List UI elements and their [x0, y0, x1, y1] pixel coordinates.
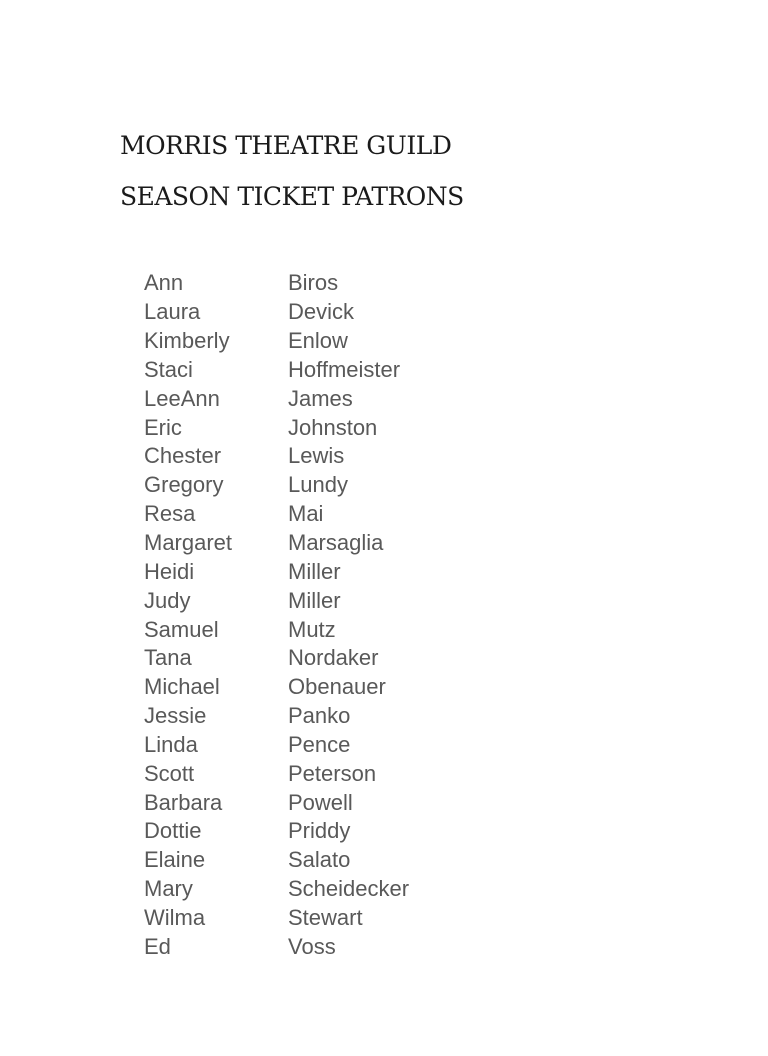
patron-row [144, 702, 488, 731]
patron-first-name: Mary [144, 876, 193, 902]
patron-last-name: Marsaglia [288, 530, 384, 556]
patron-row [144, 759, 488, 788]
patron-last-name: Voss [288, 933, 336, 959]
patron-last-name: Mai [288, 501, 324, 527]
patron-row [144, 673, 488, 702]
patron-row [144, 500, 488, 529]
patron-row [144, 731, 488, 760]
patron-row [144, 586, 488, 615]
patron-last-name: Nordaker [288, 645, 379, 671]
patron-first-name: Ann [144, 270, 184, 296]
patron-first-name: Jessie [144, 703, 207, 729]
patron-row [144, 269, 488, 298]
patron-row [144, 932, 488, 961]
patron-first-name: Judy [144, 587, 191, 613]
patron-last-name: Miller [288, 587, 341, 613]
patron-row [144, 298, 488, 327]
patron-last-name: James [288, 385, 353, 411]
patron-first-name: Ed [144, 933, 171, 959]
patron-row [144, 356, 488, 385]
patron-first-name: Wilma [144, 904, 206, 930]
patron-row [144, 557, 488, 586]
patron-first-name: Heidi [144, 558, 195, 584]
patron-first-name: Gregory [144, 472, 224, 498]
patron-last-name: Pence [288, 731, 351, 757]
patron-first-name: Barbara [144, 789, 223, 815]
patron-last-name: Lundy [288, 472, 348, 498]
patron-last-name: Miller [288, 558, 341, 584]
patron-last-name: Biros [288, 270, 339, 296]
patron-first-name: Eric [144, 414, 182, 440]
patron-row [144, 327, 488, 356]
patron-first-name: Dottie [144, 818, 202, 844]
patron-row [144, 442, 488, 471]
patron-first-name: Samuel [144, 616, 219, 642]
patron-first-name: Chester [144, 443, 222, 469]
patron-row [144, 904, 488, 933]
patron-last-name: Obenauer [288, 674, 386, 700]
patron-last-name: Salato [288, 847, 351, 873]
patron-first-name: Linda [144, 731, 198, 757]
patron-first-name: LeeAnn [144, 385, 220, 411]
patron-first-name: Tana [144, 645, 192, 671]
patron-last-name: Devick [288, 299, 355, 325]
patron-first-name: Resa [144, 501, 196, 527]
patron-last-name: Scheidecker [288, 876, 410, 902]
patron-first-name: Laura [144, 299, 201, 325]
patron-row [144, 413, 488, 442]
patron-first-name: Staci [144, 356, 193, 382]
patron-last-name: Mutz [288, 616, 336, 642]
patron-first-name: Michael [144, 674, 220, 700]
patron-row [144, 875, 488, 904]
patron-last-name: Enlow [288, 328, 348, 354]
patron-first-name: Kimberly [144, 328, 230, 354]
patron-last-name: Peterson [288, 760, 377, 786]
patron-last-name: Johnston [288, 414, 378, 440]
patron-row [144, 644, 488, 673]
patron-row [144, 846, 488, 875]
patron-row [144, 529, 488, 558]
document-title: MORRIS THEATRE GUILD [120, 131, 452, 160]
patron-list [144, 269, 488, 961]
patron-first-name: Scott [144, 760, 195, 786]
patron-row [144, 384, 488, 413]
patron-last-name: Panko [288, 703, 351, 729]
patron-row [144, 788, 488, 817]
patron-row [144, 471, 488, 500]
patron-row [144, 817, 488, 846]
patron-last-name: Hoffmeister [288, 356, 401, 382]
patron-last-name: Priddy [288, 818, 351, 844]
patron-last-name: Stewart [288, 904, 363, 930]
patron-first-name: Elaine [144, 847, 206, 873]
patron-last-name: Lewis [288, 443, 345, 469]
patron-first-name: Margaret [144, 530, 233, 556]
patron-last-name: Powell [288, 789, 353, 815]
patron-row [144, 615, 488, 644]
document-subtitle: SEASON TICKET PATRONS [120, 182, 464, 211]
